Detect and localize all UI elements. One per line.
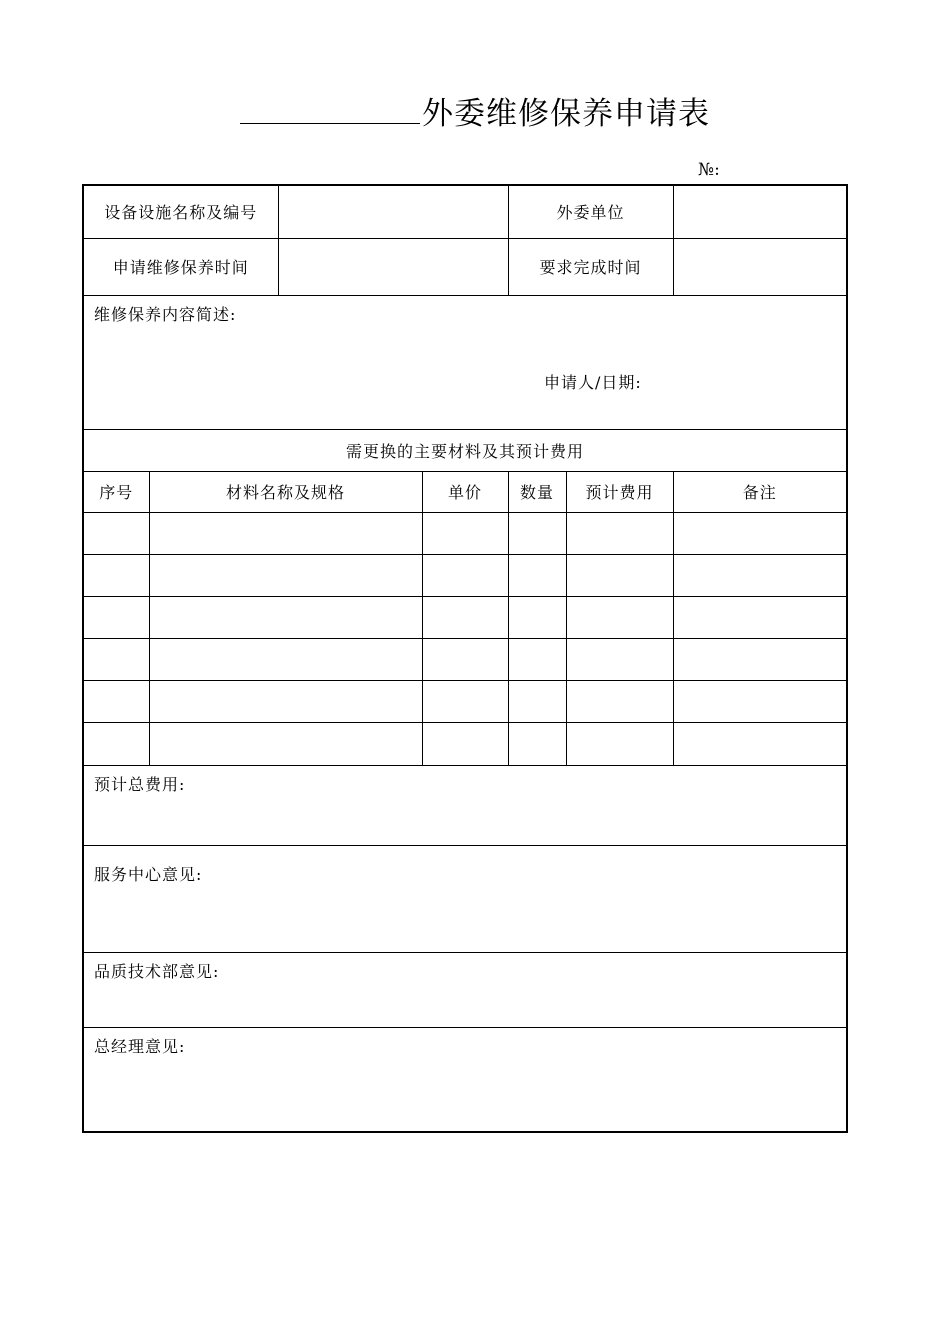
cell-remarks[interactable] bbox=[673, 722, 847, 765]
service-center-opinion-section[interactable] bbox=[83, 845, 847, 952]
cell-estimated-cost[interactable] bbox=[566, 554, 673, 596]
table-row bbox=[83, 680, 847, 722]
deadline-value-field[interactable] bbox=[673, 238, 847, 295]
cell-estimated-cost[interactable] bbox=[566, 722, 673, 765]
cell-remarks[interactable] bbox=[673, 596, 847, 638]
general-manager-opinion-section[interactable] bbox=[83, 1027, 847, 1132]
materials-section-title: 需更换的主要材料及其预计费用 bbox=[83, 429, 847, 471]
form-title-text: 外委维修保养申请表 bbox=[422, 96, 710, 132]
total-cost-label: 预计总费用: bbox=[94, 774, 186, 794]
cell-material-spec[interactable] bbox=[149, 512, 422, 554]
cell-estimated-cost[interactable] bbox=[566, 596, 673, 638]
cell-no[interactable] bbox=[83, 680, 149, 722]
cell-no[interactable] bbox=[83, 554, 149, 596]
cell-remarks[interactable] bbox=[673, 512, 847, 554]
column-header-material-spec: 材料名称及规格 bbox=[149, 471, 422, 512]
cell-unit-price[interactable] bbox=[422, 512, 508, 554]
total-cost-section[interactable] bbox=[83, 765, 847, 845]
document-number-label: №: bbox=[698, 160, 720, 180]
cell-unit-price[interactable] bbox=[422, 680, 508, 722]
description-label: 维修保养内容简述: bbox=[94, 304, 237, 324]
cell-quantity[interactable] bbox=[508, 638, 566, 680]
cell-material-spec[interactable] bbox=[149, 596, 422, 638]
cell-quantity[interactable] bbox=[508, 512, 566, 554]
column-header-quantity: 数量 bbox=[508, 471, 566, 512]
form-title bbox=[0, 88, 950, 133]
cell-remarks[interactable] bbox=[673, 554, 847, 596]
request-time-label: 申请维修保养时间 bbox=[83, 238, 278, 295]
table-row bbox=[83, 596, 847, 638]
service-center-opinion-label: 服务中心意见: bbox=[94, 864, 203, 884]
cell-material-spec[interactable] bbox=[149, 680, 422, 722]
table-row bbox=[83, 638, 847, 680]
facility-label: 设备设施名称及编号 bbox=[83, 185, 278, 238]
contractor-value-field[interactable] bbox=[673, 185, 847, 238]
description-section[interactable] bbox=[83, 295, 847, 429]
cell-estimated-cost[interactable] bbox=[566, 680, 673, 722]
table-row bbox=[83, 554, 847, 596]
column-header-remarks: 备注 bbox=[673, 471, 847, 512]
cell-quantity[interactable] bbox=[508, 596, 566, 638]
title-blank-underline bbox=[240, 105, 420, 124]
cell-estimated-cost[interactable] bbox=[566, 512, 673, 554]
cell-remarks[interactable] bbox=[673, 638, 847, 680]
cell-no[interactable] bbox=[83, 722, 149, 765]
deadline-label: 要求完成时间 bbox=[508, 238, 673, 295]
cell-unit-price[interactable] bbox=[422, 722, 508, 765]
applicant-date-label: 申请人/日期: bbox=[544, 372, 642, 392]
cell-unit-price[interactable] bbox=[422, 596, 508, 638]
column-header-unit-price: 单价 bbox=[422, 471, 508, 512]
column-header-no: 序号 bbox=[83, 471, 149, 512]
request-time-value-field[interactable] bbox=[278, 238, 508, 295]
cell-material-spec[interactable] bbox=[149, 554, 422, 596]
cell-material-spec[interactable] bbox=[149, 638, 422, 680]
cell-material-spec[interactable] bbox=[149, 722, 422, 765]
cell-remarks[interactable] bbox=[673, 680, 847, 722]
general-manager-opinion-label: 总经理意见: bbox=[94, 1036, 186, 1056]
cell-quantity[interactable] bbox=[508, 554, 566, 596]
contractor-label: 外委单位 bbox=[508, 185, 673, 238]
cell-unit-price[interactable] bbox=[422, 638, 508, 680]
cell-no[interactable] bbox=[83, 512, 149, 554]
quality-dept-opinion-section[interactable] bbox=[83, 952, 847, 1027]
column-header-estimated-cost: 预计费用 bbox=[566, 471, 673, 512]
maintenance-request-form bbox=[82, 184, 848, 1133]
cell-quantity[interactable] bbox=[508, 680, 566, 722]
facility-value-field[interactable] bbox=[278, 185, 508, 238]
cell-unit-price[interactable] bbox=[422, 554, 508, 596]
cell-estimated-cost[interactable] bbox=[566, 638, 673, 680]
cell-no[interactable] bbox=[83, 638, 149, 680]
cell-no[interactable] bbox=[83, 596, 149, 638]
quality-dept-opinion-label: 品质技术部意见: bbox=[94, 961, 220, 981]
table-row bbox=[83, 722, 847, 765]
cell-quantity[interactable] bbox=[508, 722, 566, 765]
table-row bbox=[83, 512, 847, 554]
